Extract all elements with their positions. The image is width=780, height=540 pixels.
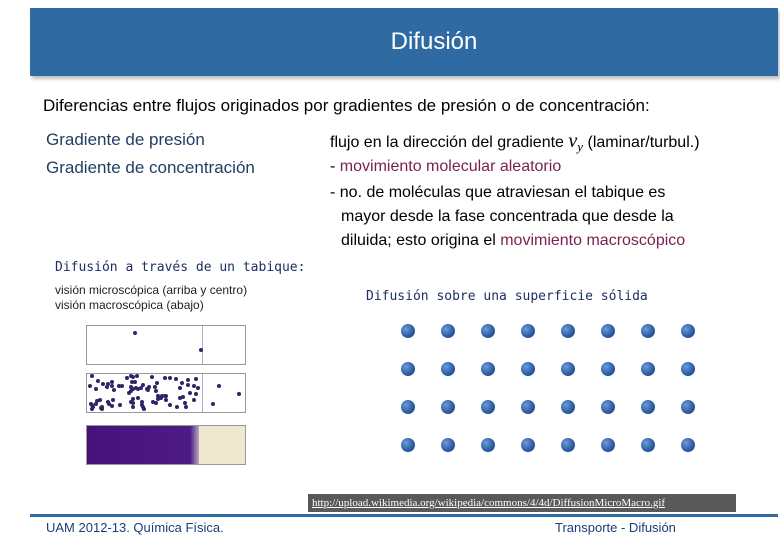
surface-atom xyxy=(401,438,415,452)
surface-atom xyxy=(641,362,655,376)
surface-atom xyxy=(601,362,615,376)
particle xyxy=(112,388,116,392)
microscopic-view-box-2 xyxy=(86,373,246,413)
particle xyxy=(90,407,94,411)
surface-atom xyxy=(561,362,575,376)
particle xyxy=(110,384,114,388)
surface-atom xyxy=(681,324,695,338)
particle xyxy=(163,376,167,380)
particle xyxy=(99,406,103,410)
surface-atom xyxy=(681,400,695,414)
particle xyxy=(196,386,200,390)
surface-atom xyxy=(401,400,415,414)
surface-atom xyxy=(521,324,535,338)
particle xyxy=(217,384,221,388)
particle xyxy=(164,398,168,402)
surface-atom xyxy=(641,400,655,414)
random-motion-text: movimiento molecular aleatorio xyxy=(339,158,562,175)
surface-atom xyxy=(401,324,415,338)
particle xyxy=(237,392,241,396)
particle xyxy=(129,374,133,378)
surface-atom xyxy=(601,324,615,338)
particle xyxy=(194,392,198,396)
partition-wall xyxy=(202,326,203,364)
particle xyxy=(129,385,133,389)
particle xyxy=(133,380,137,384)
macroscopic-view-box xyxy=(86,425,246,465)
surface-atom xyxy=(681,362,695,376)
surface-atom xyxy=(441,362,455,376)
surface-atom xyxy=(521,362,535,376)
particle xyxy=(186,378,190,382)
surface-atom xyxy=(641,438,655,452)
image-source-link[interactable]: http://upload.wikimedia.org/wikipedia/commons/4/4d/DiffusionMicroMacro.gif xyxy=(308,494,736,512)
surface-atom xyxy=(521,438,535,452)
partition-wall xyxy=(202,374,203,412)
wall-diffusion-caption-1: visión microscópica (arriba y centro) xyxy=(55,283,248,297)
particle xyxy=(106,400,110,404)
particle xyxy=(188,391,192,395)
particle xyxy=(135,374,139,378)
particle xyxy=(150,375,154,379)
particle xyxy=(94,402,98,406)
particle xyxy=(168,403,172,407)
particle xyxy=(180,381,184,385)
molecules-line-3 xyxy=(341,232,685,250)
particle xyxy=(90,374,94,378)
pressure-flow-description xyxy=(330,130,700,155)
particle xyxy=(89,402,93,406)
molecules-line-3-text: diluida; esto origina el xyxy=(341,232,501,249)
particle xyxy=(194,377,198,381)
surface-atom xyxy=(561,438,575,452)
molecules-line-1: - no. de moléculas que atraviesan el tabique es xyxy=(330,184,666,201)
particle xyxy=(110,404,114,408)
particle xyxy=(174,377,178,381)
particle xyxy=(184,405,188,409)
particle xyxy=(88,384,92,388)
molecules-line-2: mayor desde la fase concentrada que desde la xyxy=(341,208,674,225)
surface-atom xyxy=(481,362,495,376)
wall-diffusion-title: Difusión a través de un tabique: xyxy=(55,260,306,275)
particle xyxy=(133,331,137,335)
particle xyxy=(175,405,179,409)
surface-atom xyxy=(441,324,455,338)
surface-atom xyxy=(601,438,615,452)
particle xyxy=(160,394,164,398)
concentration-gradient-label: Gradiente de concentración xyxy=(46,158,255,177)
particle xyxy=(131,397,135,401)
pressure-gradient-label: Gradiente de presión xyxy=(46,130,205,149)
footer-course: UAM 2012-13. Química Física. xyxy=(46,520,224,535)
velocity-subscript: y xyxy=(577,139,584,154)
surface-atom xyxy=(561,400,575,414)
footer-divider xyxy=(30,514,778,517)
particle xyxy=(94,387,98,391)
surface-atom xyxy=(401,362,415,376)
particle xyxy=(186,383,190,387)
intro-text: Diferencias entre flujos originados por gradientes de presión o de concentración: xyxy=(43,96,650,115)
particle xyxy=(199,348,203,352)
random-motion-prefix: - xyxy=(330,158,340,175)
surface-atom xyxy=(601,400,615,414)
surface-atom xyxy=(481,324,495,338)
surface-atom xyxy=(521,400,535,414)
surface-atom xyxy=(481,438,495,452)
particle xyxy=(151,400,155,404)
particle xyxy=(117,384,121,388)
particle xyxy=(101,382,105,386)
macroscopic-motion-text: movimiento macroscópico xyxy=(500,232,686,249)
particle xyxy=(153,385,157,389)
particle xyxy=(154,389,158,393)
particle xyxy=(96,379,100,383)
particle xyxy=(111,398,115,402)
surface-atom xyxy=(481,400,495,414)
particle xyxy=(192,384,196,388)
page-title: Difusión xyxy=(390,28,478,55)
surface-atom xyxy=(561,324,575,338)
surface-diffusion-title: Difusión sobre una superficie sólida xyxy=(366,289,648,304)
concentration-fill xyxy=(87,426,199,464)
particle xyxy=(192,398,196,402)
velocity-symbol: v xyxy=(568,130,578,152)
header-bar xyxy=(30,8,778,76)
particle xyxy=(146,388,150,392)
surface-atom xyxy=(441,438,455,452)
particle xyxy=(168,376,172,380)
wall-diffusion-caption-2: visión macroscópica (abajo) xyxy=(55,298,204,312)
pressure-flow-text: flujo en la dirección del gradiente xyxy=(330,134,569,151)
random-motion-line xyxy=(330,158,561,176)
pressure-flow-suffix: (laminar/turbul.) xyxy=(583,134,700,151)
particle xyxy=(136,396,140,400)
particle xyxy=(183,401,187,405)
surface-atom xyxy=(641,324,655,338)
particle xyxy=(178,386,182,390)
particle xyxy=(178,396,182,400)
footer-topic: Transporte - Difusión xyxy=(555,520,676,535)
microscopic-view-box-1 xyxy=(86,325,246,365)
surface-atom xyxy=(681,438,695,452)
particle xyxy=(118,403,122,407)
particle xyxy=(136,387,140,391)
particle xyxy=(211,402,215,406)
particle xyxy=(131,405,135,409)
particle xyxy=(141,405,145,409)
surface-atom xyxy=(441,400,455,414)
